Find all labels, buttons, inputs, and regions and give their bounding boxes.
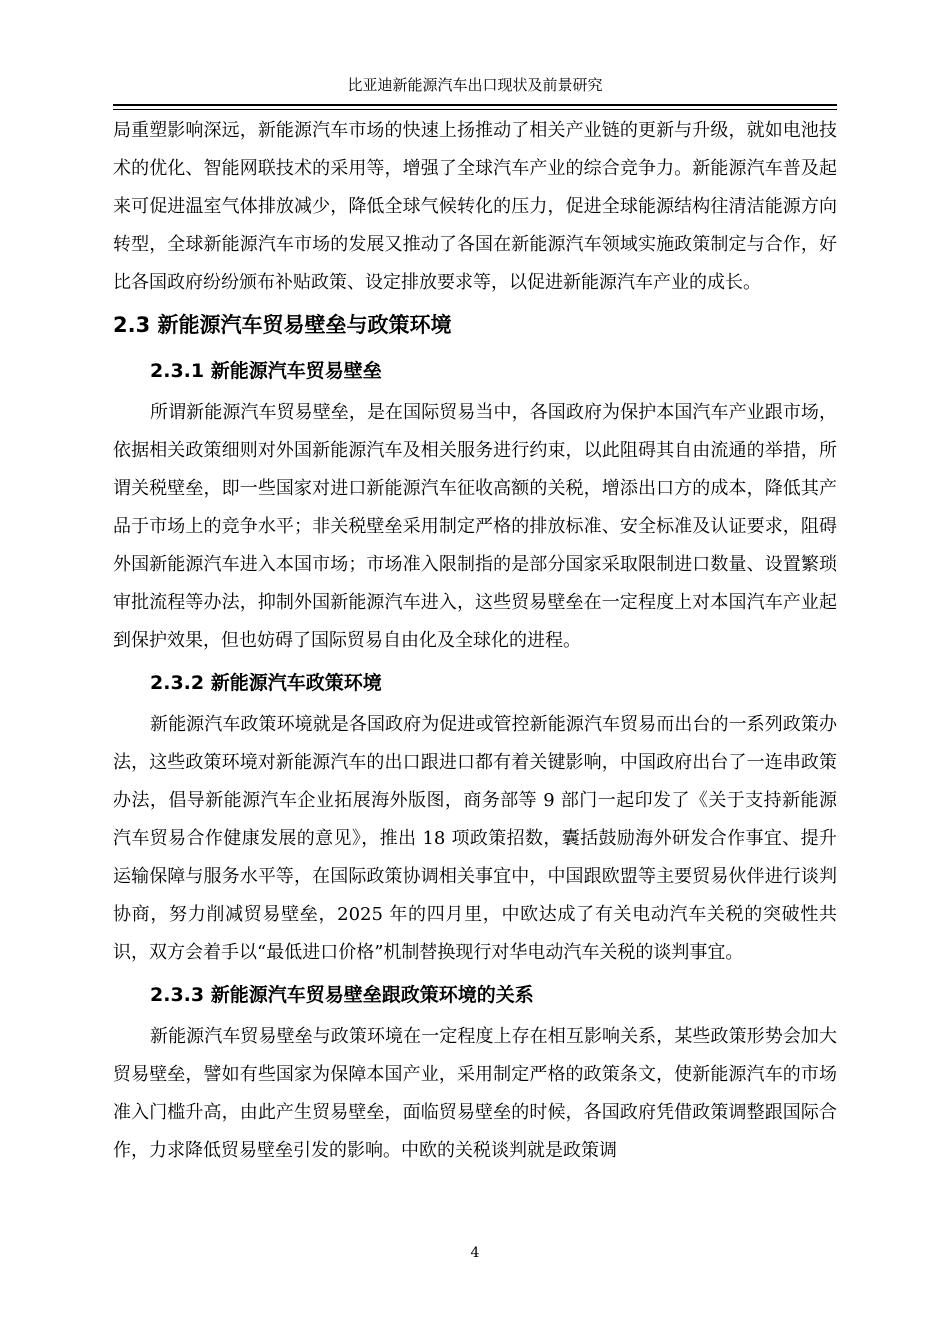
page-number: 4 — [470, 1245, 480, 1261]
section-heading-2-3: 2.3 新能源汽车贸易壁垒与政策环境 — [113, 313, 452, 337]
paragraph-relationship: 新能源汽车贸易壁垒与政策环境在一定程度上存在相互影响关系，某些政策形势会加大贸易壁垒，譬如有些国家为保障本国产业，采用制定严格的政策条文，使新能源汽车的市场准入门槛升高，由此产生贸易壁垒，面临贸易壁垒的时候，各国政府凭借政策调整跟国际合作，力求降低贸易壁垒引发的影响。中欧的关税谈判就是政策调 — [113, 1026, 837, 1161]
running-header: 比亚迪新能源汽车出口现状及前景研究 — [347, 76, 603, 94]
paragraph-trade-barriers: 所谓新能源汽车贸易壁垒，是在国际贸易当中，各国政府为保护本国汽车产业跟市场，依据相关政策细则对外国新能源汽车及相关服务进行约束，以此阻碍其自由流通的举措，所谓关税壁垒，即一些国家对进口新能源汽车征收高额的关税，增添出口方的成本，降低其产品于市场上的竞争水平；非关税壁垒采用制定严格的排放标准、安全标准及认证要求，阻碍外国新能源汽车进入本国市场；市场准入限制指的是部分国家采取限制进口数量、设置繁琐审批流程等办法，抑制外国新能源汽车进入，这些贸易壁垒在一定程度上对本国汽车产业起到保护效果，但也妨碍了国际贸易自由化及全球化的进程。 — [113, 402, 837, 651]
paragraph-continued: 局重塑影响深远，新能源汽车市场的快速上扬推动了相关产业链的更新与升级，就如电池技术的优化、智能网联技术的采用等，增强了全球汽车产业的综合竞争力。新能源汽车普及起来可促进温室气体排放减少，降低全球气候转化的压力，促进全球能源结构往清洁能源方向转型，全球新能源汽车市场的发展又推动了各国在新能源汽车领域实施政策制定与合作，好比各国政府纷纷颁布补贴政策、设定排放要求等，以促进新能源汽车产业的成长。 — [113, 120, 837, 293]
subsection-heading-2-3-1: 2.3.1 新能源汽车贸易壁垒 — [150, 360, 382, 382]
header-rule-thin — [113, 109, 837, 110]
header-rule-thick — [113, 104, 837, 106]
subsection-heading-2-3-2: 2.3.2 新能源汽车政策环境 — [150, 672, 382, 694]
subsection-heading-2-3-3: 2.3.3 新能源汽车贸易壁垒跟政策环境的关系 — [150, 984, 534, 1006]
body-text — [113, 112, 837, 1170]
paragraph-policy-environment: 新能源汽车政策环境就是各国政府为促进或管控新能源汽车贸易而出台的一系列政策办法，这些政策环境对新能源汽车的出口跟进口都有着关键影响，中国政府出台了一连串政策办法，倡导新能源汽车企业拓展海外版图，商务部等 9 部门一起印发了《关于支持新能源汽车贸易合作健康发展的意见》，推出 18 项政策招数，囊括鼓励海外研发合作事宜、提升运输保障与服务水平等，在国际政策协调相关事宜中，中国跟欧盟等主要贸易伙伴进行谈判协商，努力削减贸易壁垒，2025 年的四月里，中欧达成了有关电动汽车关税的突破性共识，双方会着手以“最低进口价格”机制替换现行对华电动汽车关税的谈判事宜。 — [113, 714, 837, 963]
